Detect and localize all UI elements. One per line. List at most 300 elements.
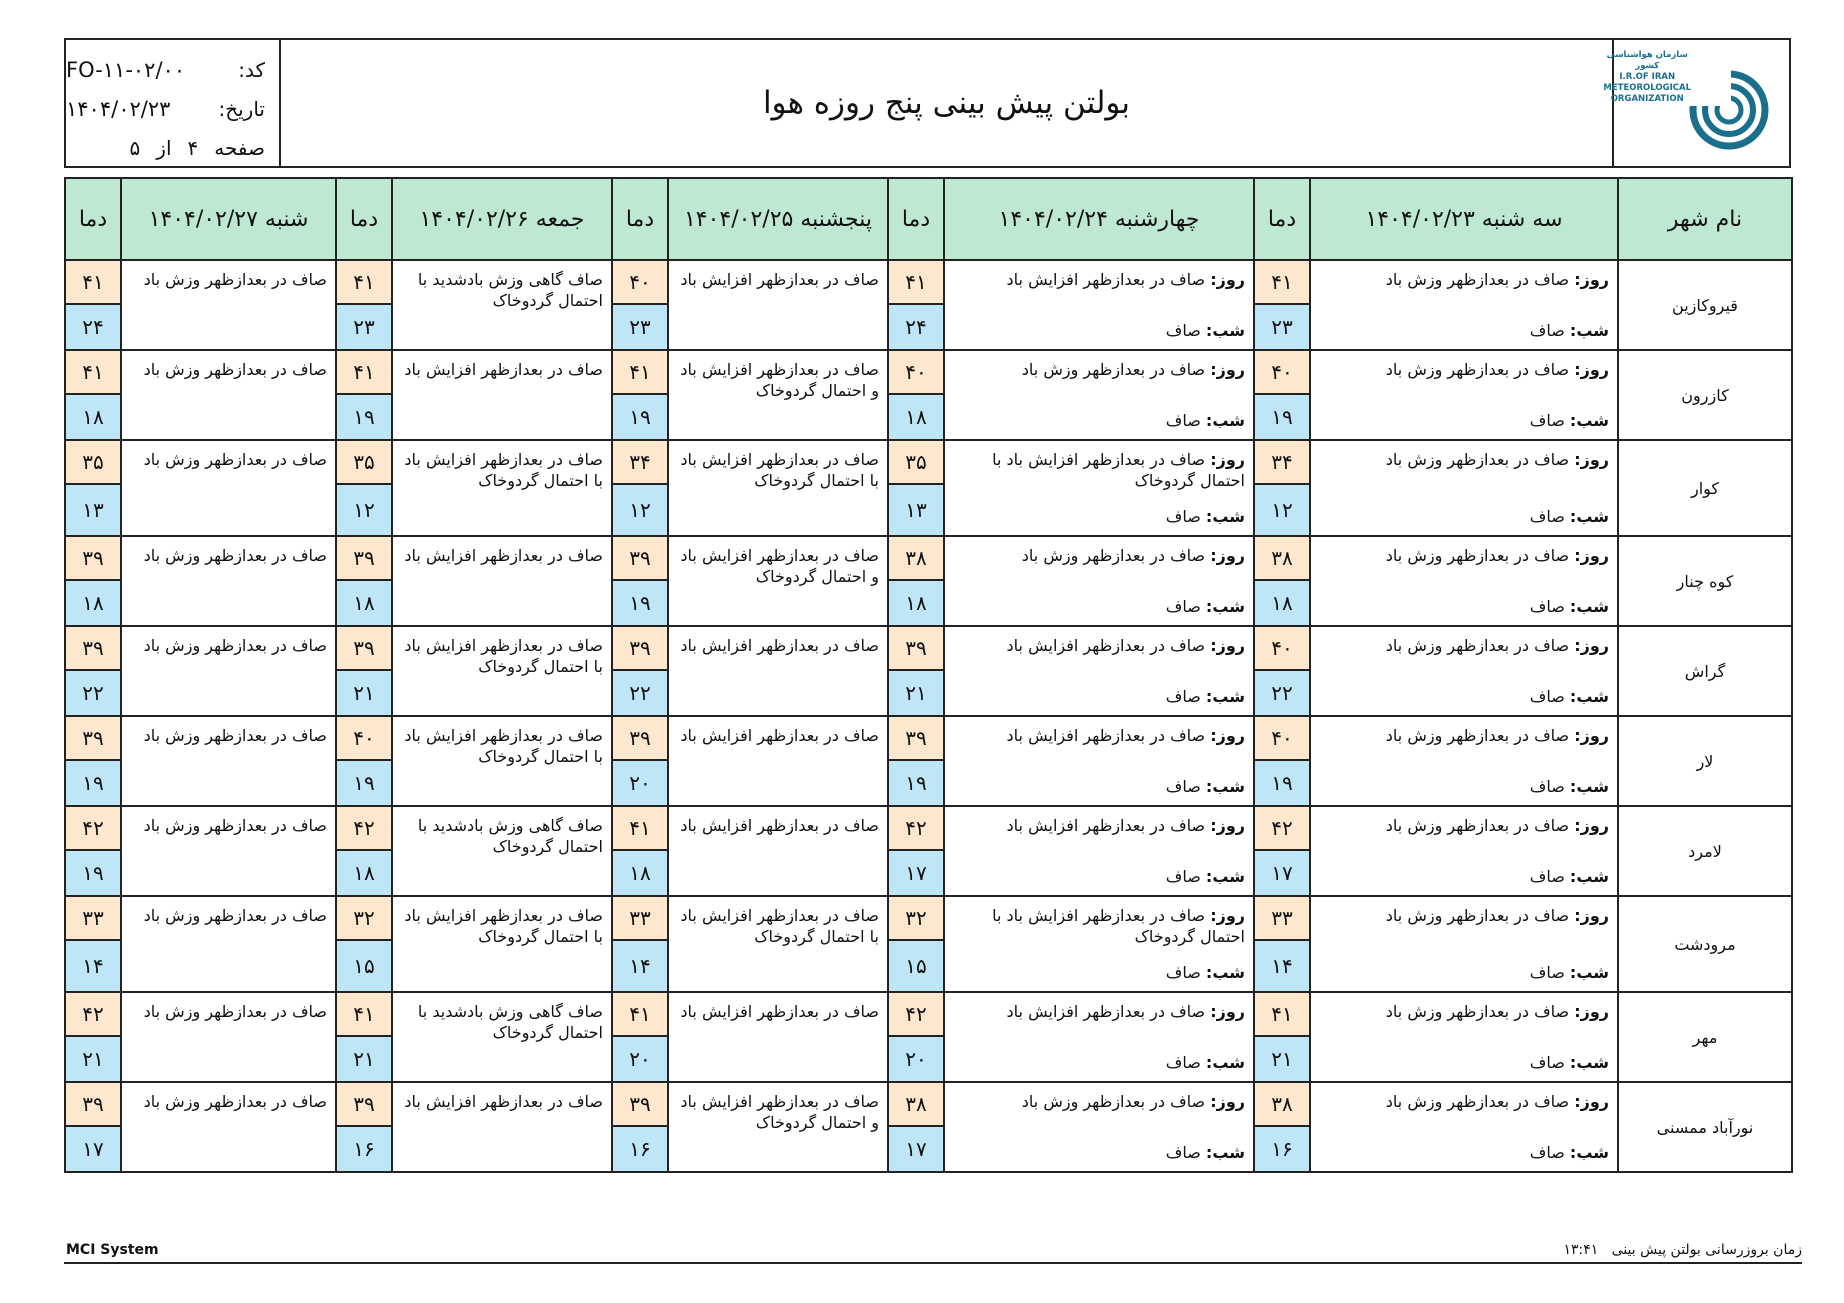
temp-cell-day-5	[65, 440, 121, 536]
day-2-header: چهارشنبه ۱۴۰۴/۰۲/۲۴	[944, 178, 1254, 260]
day-forecast: صاف در بعدازظهر وزش باد	[143, 636, 327, 655]
organization-logo	[1603, 40, 1789, 166]
max-temp: ۴۰	[889, 351, 943, 395]
day-forecast: صاف در بعدازظهر افزایش باد	[404, 546, 603, 565]
temp-cell-day-3	[612, 1082, 668, 1172]
forecast-day-2	[944, 350, 1254, 440]
min-temp: ۱۹	[66, 761, 120, 805]
table-row	[65, 896, 1792, 992]
day-label: روز:	[1210, 450, 1245, 469]
forecast-day-2	[944, 1082, 1254, 1172]
night-label: شب:	[1205, 507, 1245, 526]
forecast-day-3	[668, 440, 888, 536]
table-row	[65, 260, 1792, 350]
day-forecast: صاف در بعدازظهر افزایش باد	[680, 636, 879, 655]
min-temp: ۱۸	[1255, 581, 1309, 625]
min-temp: ۲۳	[613, 305, 667, 349]
max-temp: ۳۹	[889, 717, 943, 761]
forecast-day-5	[121, 350, 336, 440]
min-temp: ۱۳	[889, 485, 943, 535]
temp-header: دما	[1254, 178, 1310, 260]
forecast-day-2	[944, 992, 1254, 1082]
day-forecast: صاف در بعدازظهر وزش باد	[143, 270, 327, 289]
min-temp: ۲۱	[889, 671, 943, 715]
night-label: شب:	[1569, 963, 1609, 982]
day-forecast: صاف در بعدازظهر وزش باد	[1385, 636, 1570, 655]
temp-cell-day-3	[612, 536, 668, 626]
min-temp: ۲۰	[889, 1037, 943, 1081]
night-forecast: صاف	[1529, 687, 1565, 706]
max-temp: ۳۳	[613, 897, 667, 941]
max-temp: ۳۹	[613, 1083, 667, 1127]
max-temp: ۳۹	[613, 537, 667, 581]
temp-cell-day-2	[888, 806, 944, 896]
date-value: ۱۴۰۴/۰۲/۲۳	[66, 96, 171, 121]
min-temp: ۲۲	[613, 671, 667, 715]
night-forecast: صاف	[1529, 1053, 1565, 1072]
temp-cell-day-5	[65, 806, 121, 896]
update-time: ۱۳:۴۱	[1563, 1242, 1599, 1258]
code-value: FO-۱۱-۰۲/۰۰	[66, 57, 186, 82]
city-name: کوار	[1618, 440, 1792, 536]
min-temp: ۲۱	[337, 1037, 391, 1081]
forecast-day-4	[392, 260, 612, 350]
day-forecast: صاف در بعدازظهر افزایش باد	[1006, 636, 1206, 655]
day-label: روز:	[1210, 546, 1245, 565]
night-forecast: صاف	[1165, 963, 1201, 982]
min-temp: ۱۹	[1255, 395, 1309, 439]
day-forecast: صاف در بعدازظهر وزش باد	[1385, 1092, 1570, 1111]
city-name: مهر	[1618, 992, 1792, 1082]
forecast-day-4	[392, 896, 612, 992]
day-forecast: صاف در بعدازظهر افزایش باد با احتمال گردوخاک	[680, 906, 879, 946]
forecast-day-4	[392, 806, 612, 896]
temp-cell-day-2	[888, 896, 944, 992]
day-forecast: صاف در بعدازظهر وزش باد	[143, 360, 327, 379]
temp-cell-day-4	[336, 806, 392, 896]
forecast-day-3	[668, 992, 888, 1082]
max-temp: ۳۹	[66, 627, 120, 671]
day-label: روز:	[1574, 270, 1609, 289]
temp-cell-day-4	[336, 716, 392, 806]
forecast-day-3	[668, 260, 888, 350]
min-temp: ۲۳	[1255, 305, 1309, 349]
forecast-day-1	[1310, 992, 1618, 1082]
max-temp: ۳۹	[337, 627, 391, 671]
day-forecast: صاف در بعدازظهر افزایش باد	[1006, 1002, 1206, 1021]
min-temp: ۱۹	[66, 851, 120, 895]
day-label: روز:	[1574, 360, 1609, 379]
min-temp: ۱۴	[66, 941, 120, 991]
max-temp: ۴۰	[1255, 351, 1309, 395]
footer-system: MCI System	[66, 1242, 159, 1258]
max-temp: ۴۰	[1255, 717, 1309, 761]
forecast-day-3	[668, 1082, 888, 1172]
min-temp: ۲۰	[613, 1037, 667, 1081]
max-temp: ۳۹	[613, 627, 667, 671]
day-forecast: صاف در بعدازظهر وزش باد	[1385, 270, 1570, 289]
day-forecast: صاف در بعدازظهر افزایش باد با احتمال گردوخاک	[404, 906, 603, 946]
temp-cell-day-2	[888, 260, 944, 350]
min-temp: ۱۹	[613, 581, 667, 625]
forecast-day-2	[944, 260, 1254, 350]
forecast-day-5	[121, 440, 336, 536]
forecast-day-2	[944, 896, 1254, 992]
temp-cell-day-5	[65, 536, 121, 626]
max-temp: ۳۳	[1255, 897, 1309, 941]
day-forecast: صاف در بعدازظهر وزش باد	[143, 1002, 327, 1021]
night-forecast: صاف	[1529, 507, 1565, 526]
forecast-day-1	[1310, 716, 1618, 806]
day-forecast: صاف در بعدازظهر وزش باد	[1385, 360, 1570, 379]
day-label: روز:	[1574, 1092, 1609, 1111]
day-forecast: صاف گاهی وزش بادشدید با احتمال گردوخاک	[417, 1002, 603, 1042]
forecast-day-4	[392, 1082, 612, 1172]
temp-cell-day-3	[612, 716, 668, 806]
day-forecast: صاف در بعدازظهر افزایش باد	[404, 1092, 603, 1111]
day-label: روز:	[1210, 816, 1245, 835]
min-temp: ۱۴	[613, 941, 667, 991]
min-temp: ۱۹	[337, 761, 391, 805]
forecast-day-4	[392, 350, 612, 440]
day-label: روز:	[1210, 1092, 1245, 1111]
temp-cell-day-3	[612, 806, 668, 896]
min-temp: ۱۸	[889, 581, 943, 625]
day-1-header: سه شنبه ۱۴۰۴/۰۲/۲۳	[1310, 178, 1618, 260]
temp-cell-day-1	[1254, 896, 1310, 992]
max-temp: ۴۲	[66, 807, 120, 851]
temp-cell-day-1	[1254, 992, 1310, 1082]
date-label: تاریخ:	[218, 96, 265, 121]
forecast-day-3	[668, 716, 888, 806]
day-forecast: صاف در بعدازظهر افزایش باد و احتمال گردوخاک	[680, 360, 879, 400]
table-row	[65, 440, 1792, 536]
temp-cell-day-1	[1254, 260, 1310, 350]
forecast-day-1	[1310, 350, 1618, 440]
temp-cell-day-4	[336, 626, 392, 716]
city-name: قیروکازین	[1618, 260, 1792, 350]
day-forecast: صاف در بعدازظهر وزش باد	[1021, 360, 1206, 379]
min-temp: ۱۶	[1255, 1127, 1309, 1171]
max-temp: ۳۲	[337, 897, 391, 941]
max-temp: ۴۱	[613, 351, 667, 395]
max-temp: ۴۱	[1255, 993, 1309, 1037]
temp-cell-day-3	[612, 992, 668, 1082]
temp-cell-day-5	[65, 260, 121, 350]
day-forecast: صاف در بعدازظهر وزش باد	[1021, 546, 1206, 565]
max-temp: ۴۰	[613, 261, 667, 305]
night-forecast: صاف	[1529, 411, 1565, 430]
forecast-day-4	[392, 626, 612, 716]
temp-header: دما	[336, 178, 392, 260]
min-temp: ۱۵	[889, 941, 943, 991]
max-temp: ۳۳	[66, 897, 120, 941]
night-label: شب:	[1205, 321, 1245, 340]
forecast-day-1	[1310, 896, 1618, 992]
max-temp: ۴۲	[1255, 807, 1309, 851]
min-temp: ۱۸	[613, 851, 667, 895]
day-label: روز:	[1574, 636, 1609, 655]
footer-divider	[64, 1262, 1802, 1264]
night-label: شب:	[1569, 1053, 1609, 1072]
max-temp: ۴۱	[337, 261, 391, 305]
forecast-day-3	[668, 536, 888, 626]
min-temp: ۱۵	[337, 941, 391, 991]
footer-update	[1564, 1242, 1803, 1258]
max-temp: ۳۲	[889, 897, 943, 941]
temp-cell-day-5	[65, 1082, 121, 1172]
max-temp: ۴۱	[66, 261, 120, 305]
day-label: روز:	[1574, 450, 1609, 469]
min-temp: ۱۸	[66, 581, 120, 625]
bulletin-header	[64, 38, 1791, 168]
day-label: روز:	[1210, 726, 1245, 745]
night-label: شب:	[1205, 597, 1245, 616]
forecast-day-2	[944, 626, 1254, 716]
night-label: شب:	[1205, 867, 1245, 886]
update-label: زمان بروزرسانی بولتن پیش بینی	[1611, 1242, 1802, 1258]
temp-cell-day-5	[65, 350, 121, 440]
night-label: شب:	[1569, 687, 1609, 706]
table-header-row	[65, 178, 1792, 260]
temp-cell-day-1	[1254, 626, 1310, 716]
forecast-day-3	[668, 896, 888, 992]
code-label: کد:	[238, 57, 265, 82]
day-forecast: صاف در بعدازظهر افزایش باد	[404, 360, 603, 379]
temp-cell-day-4	[336, 1082, 392, 1172]
city-name: لامرد	[1618, 806, 1792, 896]
night-forecast: صاف	[1529, 597, 1565, 616]
max-temp: ۴۱	[337, 993, 391, 1037]
temp-cell-day-2	[888, 350, 944, 440]
forecast-day-4	[392, 716, 612, 806]
day-label: روز:	[1574, 546, 1609, 565]
table-row	[65, 806, 1792, 896]
max-temp: ۴۱	[1255, 261, 1309, 305]
night-forecast: صاف	[1165, 507, 1201, 526]
city-name: مرودشت	[1618, 896, 1792, 992]
min-temp: ۱۸	[66, 395, 120, 439]
temp-cell-day-2	[888, 626, 944, 716]
max-temp: ۳۴	[613, 441, 667, 485]
temp-cell-day-1	[1254, 1082, 1310, 1172]
max-temp: ۳۸	[889, 1083, 943, 1127]
temp-cell-day-1	[1254, 350, 1310, 440]
max-temp: ۳۵	[337, 441, 391, 485]
forecast-day-4	[392, 440, 612, 536]
day-forecast: صاف در بعدازظهر افزایش باد	[680, 726, 879, 745]
temp-cell-day-1	[1254, 716, 1310, 806]
min-temp: ۱۶	[613, 1127, 667, 1171]
day-forecast: صاف در بعدازظهر وزش باد	[143, 906, 327, 925]
temp-cell-day-2	[888, 440, 944, 536]
temp-cell-day-3	[612, 440, 668, 536]
logo-line-3: METEOROLOGICAL	[1603, 83, 1691, 93]
night-label: شب:	[1569, 1143, 1609, 1162]
max-temp: ۳۹	[66, 717, 120, 761]
temp-cell-day-3	[612, 260, 668, 350]
min-temp: ۱۸	[889, 395, 943, 439]
logo-line-4: ORGANIZATION	[1610, 94, 1684, 104]
day-3-header: پنجشنبه ۱۴۰۴/۰۲/۲۵	[668, 178, 888, 260]
night-label: شب:	[1205, 963, 1245, 982]
day-forecast: صاف در بعدازظهر افزایش باد و احتمال گردوخاک	[680, 1092, 879, 1132]
night-forecast: صاف	[1529, 777, 1565, 796]
night-forecast: صاف	[1165, 411, 1201, 430]
day-forecast: صاف در بعدازظهر وزش باد	[1385, 906, 1570, 925]
day-forecast: صاف در بعدازظهر افزایش باد	[1006, 726, 1206, 745]
day-forecast: صاف در بعدازظهر افزایش باد	[680, 1002, 879, 1021]
day-forecast: صاف در بعدازظهر وزش باد	[1385, 546, 1570, 565]
min-temp: ۲۳	[337, 305, 391, 349]
forecast-day-2	[944, 536, 1254, 626]
night-forecast: صاف	[1165, 687, 1201, 706]
forecast-day-5	[121, 260, 336, 350]
day-label: روز:	[1210, 636, 1245, 655]
max-temp: ۴۲	[889, 807, 943, 851]
max-temp: ۴۰	[337, 717, 391, 761]
logo-line-2: I.R.OF IRAN	[1619, 72, 1676, 82]
min-temp: ۱۹	[613, 395, 667, 439]
day-forecast: صاف در بعدازظهر افزایش باد با احتمال گردوخاک	[404, 450, 603, 490]
day-forecast: صاف در بعدازظهر وزش باد	[1385, 450, 1570, 469]
day-forecast: صاف در بعدازظهر وزش باد	[1385, 1002, 1570, 1021]
max-temp: ۳۹	[66, 537, 120, 581]
page-number: ۴	[187, 135, 199, 160]
temp-cell-day-4	[336, 440, 392, 536]
min-temp: ۱۹	[889, 761, 943, 805]
forecast-day-1	[1310, 626, 1618, 716]
max-temp: ۴۱	[337, 351, 391, 395]
night-label: شب:	[1205, 687, 1245, 706]
forecast-day-5	[121, 992, 336, 1082]
temp-cell-day-2	[888, 1082, 944, 1172]
max-temp: ۴۱	[613, 807, 667, 851]
min-temp: ۲۰	[613, 761, 667, 805]
day-forecast: صاف در بعدازظهر افزایش باد با احتمال گردوخاک	[404, 726, 603, 766]
day-label: روز:	[1574, 906, 1609, 925]
table-row	[65, 626, 1792, 716]
day-forecast: صاف در بعدازظهر افزایش باد	[1006, 270, 1206, 289]
day-forecast: صاف در بعدازظهر وزش باد	[143, 1092, 327, 1111]
max-temp: ۳۹	[337, 537, 391, 581]
max-temp: ۴۱	[66, 351, 120, 395]
day-forecast: صاف در بعدازظهر افزایش باد و احتمال گردوخاک	[680, 546, 879, 586]
night-label: شب:	[1569, 867, 1609, 886]
day-label: روز:	[1574, 1002, 1609, 1021]
day-forecast: صاف در بعدازظهر افزایش باد با احتمال گردوخاک	[680, 450, 879, 490]
city-name: گراش	[1618, 626, 1792, 716]
day-forecast: صاف در بعدازظهر وزش باد	[1385, 726, 1570, 745]
table-row	[65, 350, 1792, 440]
temp-cell-day-5	[65, 896, 121, 992]
forecast-day-5	[121, 536, 336, 626]
day-forecast: صاف در بعدازظهر افزایش باد با احتمال گردوخاک	[992, 906, 1245, 946]
max-temp: ۴۱	[889, 261, 943, 305]
night-forecast: صاف	[1165, 777, 1201, 796]
city-name: کازرون	[1618, 350, 1792, 440]
temp-cell-day-4	[336, 536, 392, 626]
min-temp: ۱۲	[1255, 485, 1309, 535]
temp-cell-day-2	[888, 992, 944, 1082]
forecast-day-1	[1310, 440, 1618, 536]
temp-cell-day-1	[1254, 806, 1310, 896]
min-temp: ۱۸	[337, 581, 391, 625]
max-temp: ۳۸	[1255, 1083, 1309, 1127]
temp-cell-day-4	[336, 896, 392, 992]
night-label: شب:	[1569, 321, 1609, 340]
forecast-day-4	[392, 992, 612, 1082]
night-forecast: صاف	[1529, 867, 1565, 886]
temp-cell-day-3	[612, 626, 668, 716]
night-label: شب:	[1569, 411, 1609, 430]
temp-cell-day-2	[888, 716, 944, 806]
day-forecast: صاف در بعدازظهر وزش باد	[1385, 816, 1570, 835]
forecast-day-1	[1310, 260, 1618, 350]
city-name: کوه چنار	[1618, 536, 1792, 626]
forecast-day-5	[121, 896, 336, 992]
min-temp: ۱۷	[66, 1127, 120, 1171]
max-temp: ۴۲	[889, 993, 943, 1037]
day-label: روز:	[1574, 726, 1609, 745]
night-label: شب:	[1205, 1143, 1245, 1162]
temp-cell-day-4	[336, 260, 392, 350]
day-forecast: صاف در بعدازظهر افزایش باد با احتمال گردوخاک	[404, 636, 603, 676]
temp-cell-day-5	[65, 716, 121, 806]
table-row	[65, 992, 1792, 1082]
max-temp: ۳۵	[889, 441, 943, 485]
forecast-day-2	[944, 440, 1254, 536]
day-label: روز:	[1210, 906, 1245, 925]
temp-header: دما	[612, 178, 668, 260]
min-temp: ۱۶	[337, 1127, 391, 1171]
table-row	[65, 1082, 1792, 1172]
forecast-day-4	[392, 536, 612, 626]
min-temp: ۲۱	[1255, 1037, 1309, 1081]
forecast-day-1	[1310, 536, 1618, 626]
forecast-day-1	[1310, 806, 1618, 896]
min-temp: ۱۸	[337, 851, 391, 895]
day-forecast: صاف در بعدازظهر افزایش باد	[680, 270, 879, 289]
max-temp: ۳۸	[1255, 537, 1309, 581]
forecast-day-5	[121, 626, 336, 716]
temp-cell-day-5	[65, 626, 121, 716]
min-temp: ۱۹	[337, 395, 391, 439]
max-temp: ۳۹	[66, 1083, 120, 1127]
table-row	[65, 716, 1792, 806]
max-temp: ۳۹	[889, 627, 943, 671]
forecast-day-1	[1310, 1082, 1618, 1172]
night-forecast: صاف	[1529, 321, 1565, 340]
night-label: شب:	[1569, 777, 1609, 796]
day-label: روز:	[1574, 816, 1609, 835]
night-label: شب:	[1205, 1053, 1245, 1072]
city-name: لار	[1618, 716, 1792, 806]
temp-cell-day-1	[1254, 440, 1310, 536]
min-temp: ۲۲	[1255, 671, 1309, 715]
day-forecast: صاف در بعدازظهر وزش باد	[143, 546, 327, 565]
page-total: ۵	[129, 135, 141, 160]
min-temp: ۲۲	[66, 671, 120, 715]
temp-cell-day-3	[612, 896, 668, 992]
forecast-day-3	[668, 350, 888, 440]
min-temp: ۱۷	[1255, 851, 1309, 895]
max-temp: ۳۴	[1255, 441, 1309, 485]
temp-cell-day-5	[65, 992, 121, 1082]
forecast-day-2	[944, 806, 1254, 896]
min-temp: ۱۹	[1255, 761, 1309, 805]
min-temp: ۱۲	[613, 485, 667, 535]
